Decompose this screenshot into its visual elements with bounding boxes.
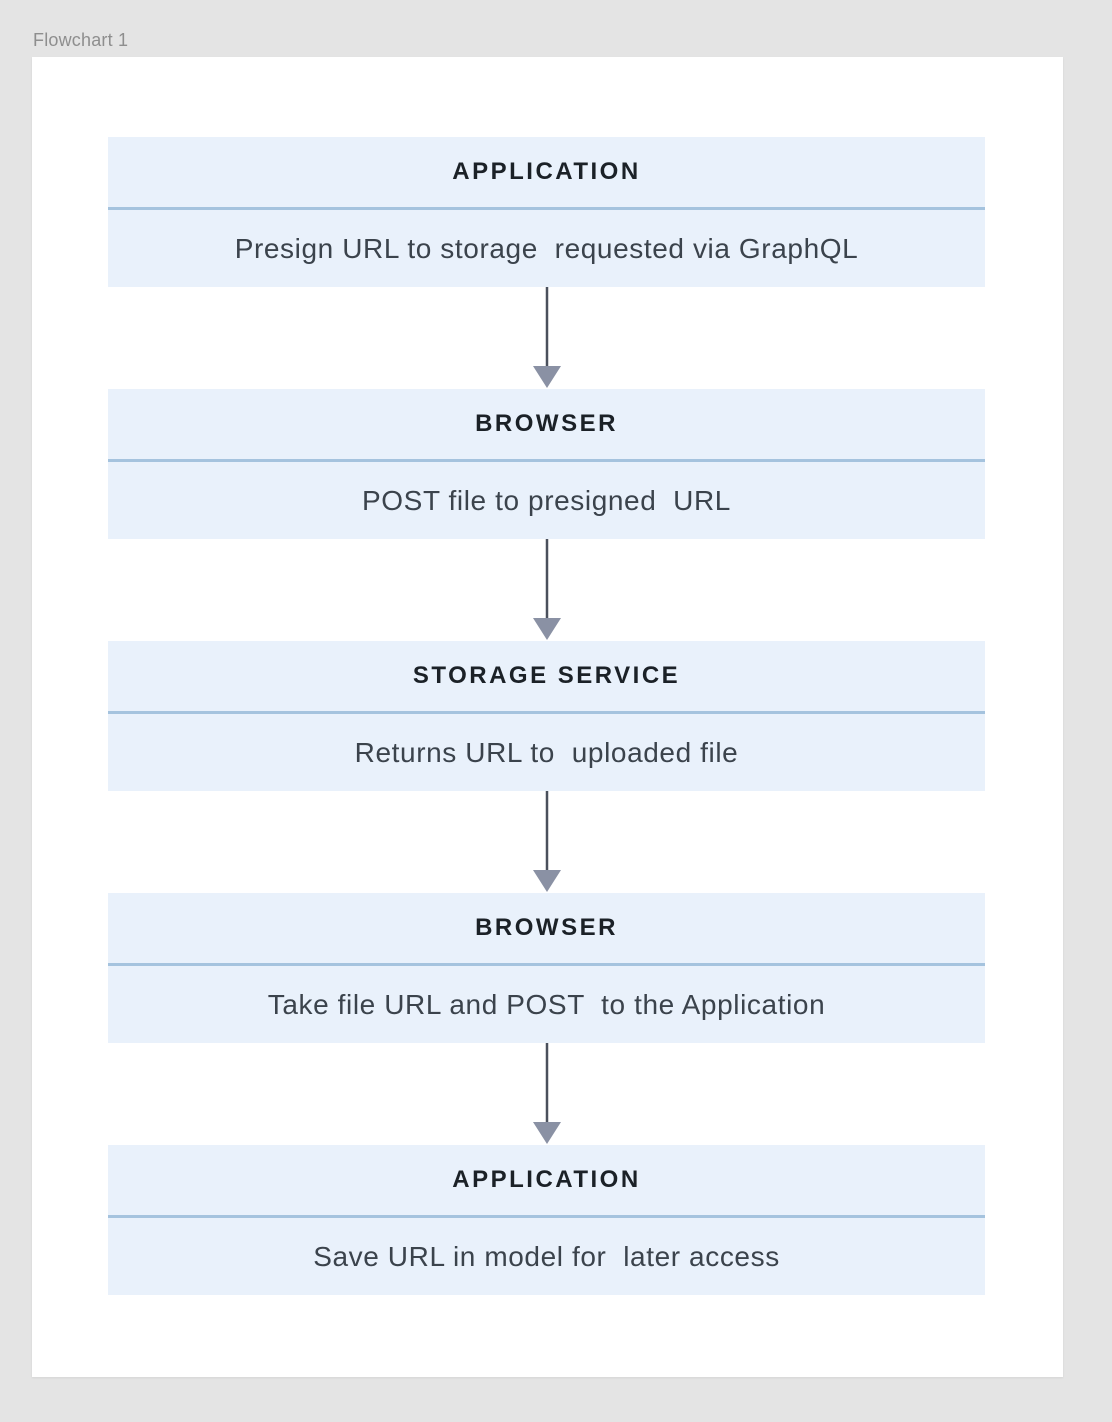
- step-body: Take file URL and POST to the Application: [267, 988, 826, 1020]
- step-body: Returns URL to uploaded file: [354, 736, 739, 768]
- step-header: APPLICATION: [108, 1145, 985, 1218]
- step-body: Presign URL to storage requested via GraphQL: [234, 232, 859, 264]
- flow-step-application-2: [108, 1145, 985, 1295]
- step-header: STORAGE SERVICE: [108, 641, 985, 714]
- flowchart-canvas: [32, 57, 1063, 1377]
- step-body: POST file to presigned URL: [362, 484, 731, 516]
- arrow-down-icon: [532, 539, 562, 641]
- arrow-down: [108, 539, 985, 641]
- flowchart-title: Flowchart 1: [33, 30, 129, 50]
- step-header: BROWSER: [108, 893, 985, 966]
- flow-step-browser-1: [108, 389, 985, 539]
- arrow-down: [108, 287, 985, 389]
- arrow-down: [108, 1043, 985, 1145]
- arrow-down: [108, 791, 985, 893]
- arrow-down-icon: [532, 791, 562, 893]
- step-header: BROWSER: [108, 389, 985, 462]
- flow-step-application-1: [108, 137, 985, 287]
- flow-column: [108, 137, 985, 1295]
- flow-step-browser-2: [108, 893, 985, 1043]
- step-body: Save URL in model for later access: [313, 1240, 780, 1272]
- flow-step-storage-service: [108, 641, 985, 791]
- arrow-down-icon: [532, 1043, 562, 1145]
- arrow-down-icon: [532, 287, 562, 389]
- step-header: APPLICATION: [108, 137, 985, 210]
